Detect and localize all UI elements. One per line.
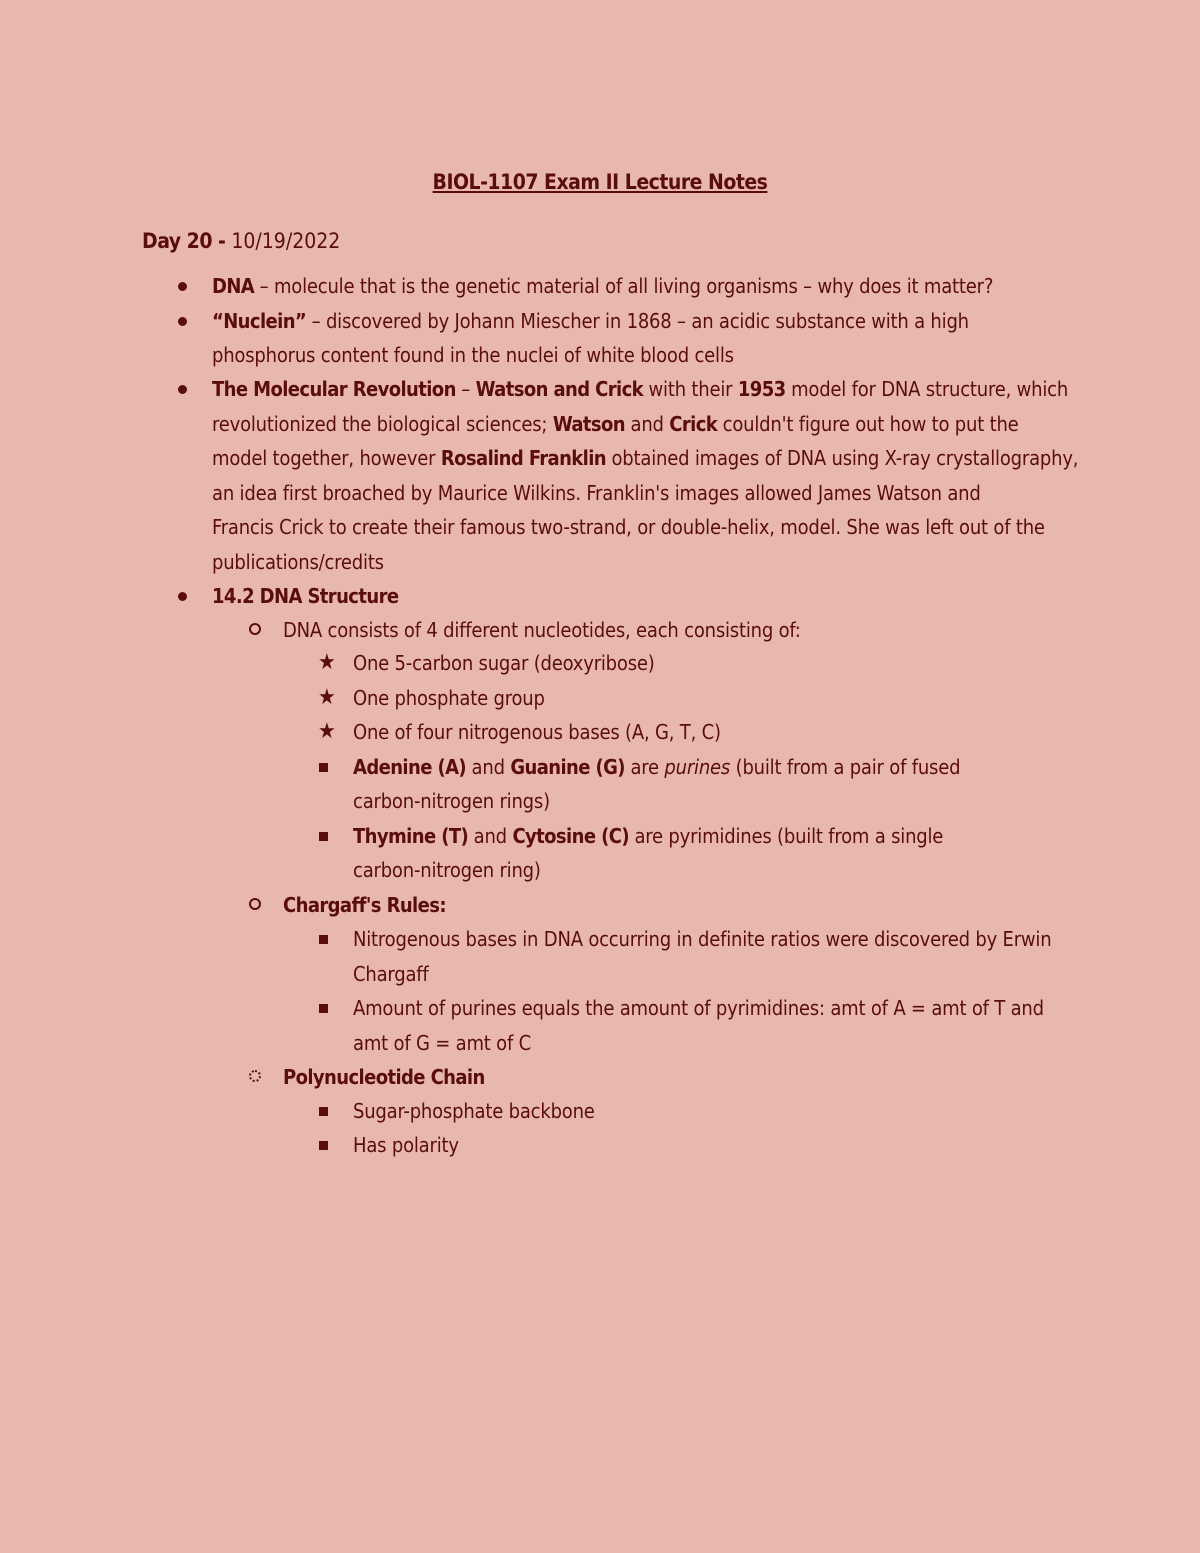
bullet-square-icon — [319, 750, 328, 785]
bullet-circle-icon — [249, 1060, 261, 1095]
list-item-purines-cont: carbon-nitrogen rings) — [353, 789, 550, 813]
bullet-circle-icon — [249, 613, 261, 648]
list-item-sugar: One 5-carbon sugar (deoxyribose) — [353, 651, 655, 675]
list-item-pyrimidines-cont: carbon-nitrogen ring) — [353, 858, 541, 882]
list-item-chargaff-rule2-cont: amt of G = amt of C — [353, 1031, 531, 1055]
list-item-chargaff-rule1-cont: Chargaff — [353, 962, 429, 986]
list-item-structure: 14.2 DNA Structure — [212, 584, 399, 608]
list-item-chain: Polynucleotide Chain — [283, 1065, 485, 1089]
list-item-backbone: Sugar-phosphate backbone — [353, 1099, 595, 1123]
list-item-revolution-l4: an idea first broached by Maurice Wilkins. Franklin's images allowed James Watson and — [212, 481, 981, 505]
bullet-dot-icon — [178, 269, 187, 304]
list-item-bases: One of four nitrogenous bases (A, G, T, C) — [353, 720, 721, 744]
list-item-polarity: Has polarity — [353, 1133, 459, 1157]
list-item-chargaff-rule2: Amount of purines equals the amount of pyrimidines: amt of A = amt of T and — [353, 996, 1044, 1020]
list-item-chargaff: Chargaff's Rules: — [283, 893, 446, 917]
list-item-revolution-l5: Francis Crick to create their famous two-strand, or double-helix, model. She was left out of the — [212, 515, 1045, 539]
list-item-nucleotides: DNA consists of 4 different nucleotides, each consisting of: — [283, 618, 801, 642]
list-item-nuclein-cont: phosphorus content found in the nuclei of white blood cells — [212, 343, 734, 367]
list-item-revolution-l2: revolutionized the biological sciences; Watson and Crick couldn't figure out how to put the — [212, 412, 1019, 436]
bullet-square-icon — [319, 819, 328, 854]
day-heading — [142, 229, 340, 253]
list-item-chargaff-rule1: Nitrogenous bases in DNA occurring in definite ratios were discovered by Erwin — [353, 927, 1052, 951]
day-date: 10/19/2022 — [231, 229, 341, 253]
document-title: BIOL-1107 Exam II Lecture Notes — [432, 170, 768, 194]
bullet-dot-icon — [178, 579, 187, 614]
day-label: Day 20 - — [142, 229, 226, 253]
list-item-phosphate: One phosphate group — [353, 686, 545, 710]
list-item-revolution-l3: model together, however Rosalind Franklin obtained images of DNA using X-ray crystallography, — [212, 446, 1079, 470]
star-icon: ★ — [318, 685, 336, 710]
bullet-dot-icon — [178, 304, 187, 339]
list-item-nuclein: “Nuclein” – discovered by Johann Miescher in 1868 – an acidic substance with a high — [212, 309, 969, 333]
bullet-square-icon — [319, 991, 328, 1026]
bullet-square-icon — [319, 922, 328, 957]
list-item-purines: Adenine (A) and Guanine (G) are purines (built from a pair of fused — [353, 755, 961, 779]
list-item-revolution-l6: publications/credits — [212, 550, 384, 574]
list-item-pyrimidines: Thymine (T) and Cytosine (C) are pyrimidines (built from a single — [353, 824, 944, 848]
star-icon: ★ — [318, 719, 336, 744]
list-item-revolution: The Molecular Revolution – Watson and Crick with their 1953 model for DNA structure, which — [212, 377, 1069, 401]
star-icon: ★ — [318, 650, 336, 675]
bullet-square-icon — [319, 1128, 328, 1163]
bullet-square-icon — [319, 1094, 328, 1129]
bullet-dot-icon — [178, 372, 187, 407]
list-item-dna: DNA – molecule that is the genetic material of all living organisms – why does it matter? — [212, 274, 994, 298]
bullet-circle-icon — [249, 888, 261, 923]
